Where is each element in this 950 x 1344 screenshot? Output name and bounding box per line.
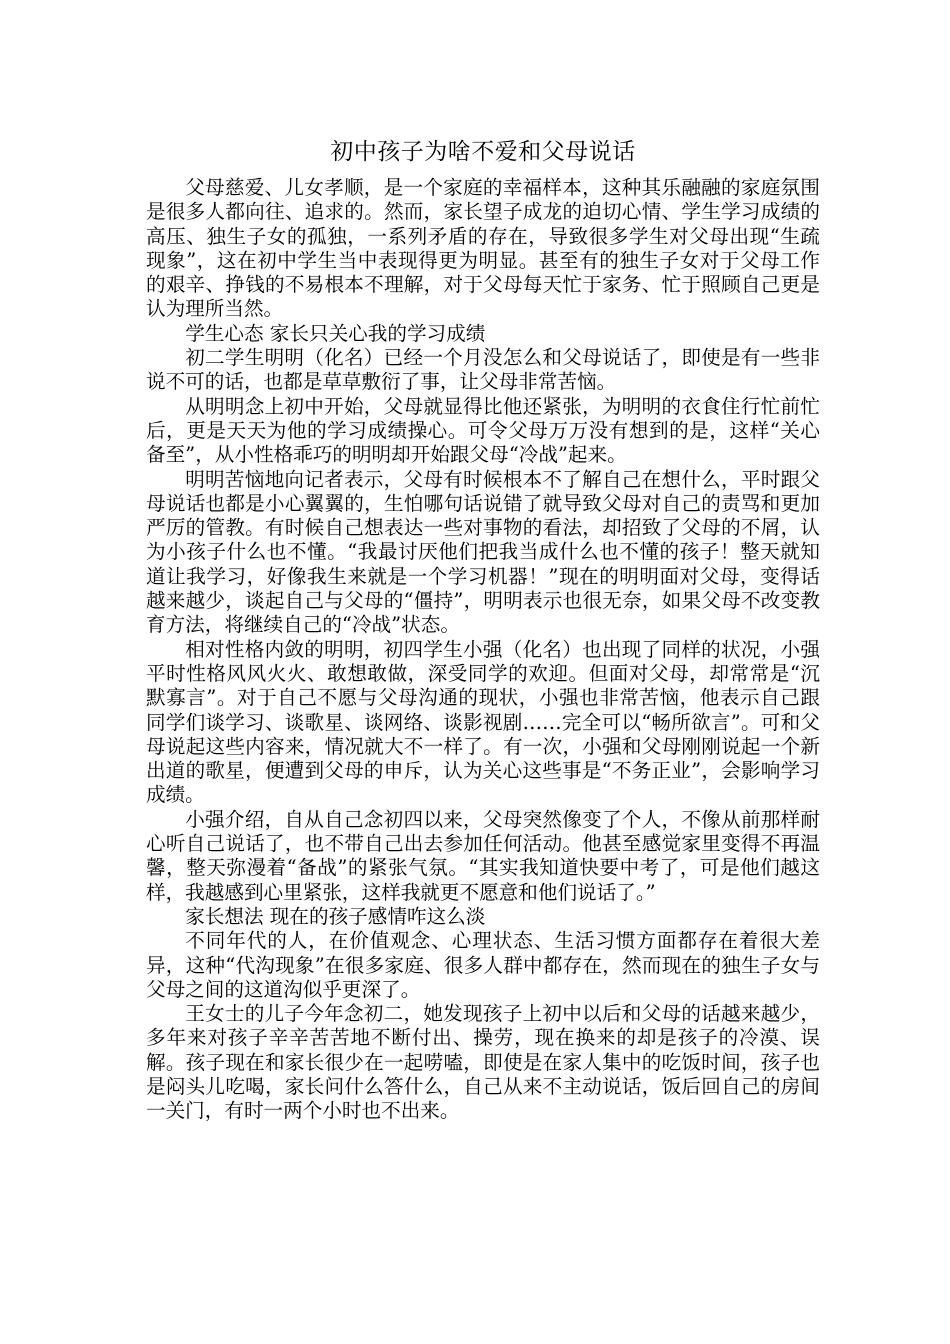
paragraph-intro: 父母慈爱、儿女孝顺，是一个家庭的幸福样本，这种其乐融融的家庭氛围是很多人都向往、追求的。然而，家长望子成龙的迫切心情、学生学习成绩的高压、独生子女的孤独，一系列矛盾的存在，导致很多学生对父母出现“生疏现象”，这在初中学生当中表现得更为明显。甚至有的独生子女对于父母工作的艰辛、挣钱的不易根本不理解，对于父母每天忙于家务、忙于照顾自己更是认为理所当然。 [146, 176, 820, 321]
paragraph: 从明明念上初中开始，父母就显得比他还紧张，为明明的衣食住行忙前忙后，更是天天为他的学习成绩操心。可令父母万万没有想到的是，这样“关心备至”，从小性格乖巧的明明却开始跟父母“冷战”起来。 [146, 394, 820, 467]
paragraph: 初二学生明明（化名）已经一个月没怎么和父母说话了，即使是有一些非说不可的话，也都是草草敷衍了事，让父母非常苦恼。 [146, 346, 820, 394]
paragraph: 相对性格内敛的明明，初四学生小强（化名）也出现了同样的状况，小强平时性格风风火火、敢想敢做，深受同学的欢迎。但面对父母，却常常是“沉默寡言”。对于自己不愿与父母沟通的现状，小强也非常苦恼，他表示自己跟同学们谈学习、谈歌星、谈网络、谈影视剧……完全可以“畅所欲言”。可和父母说起这些内容来，情况就大不一样了。有一次，小强和父母刚刚说起一个新出道的歌星，便遭到父母的申斥，认为关心这些事是“不务正业”，会影响学习成绩。 [146, 637, 820, 807]
document-page [146, 134, 820, 1124]
document-title: 初中孩子为啥不爱和父母说话 [330, 139, 636, 165]
section-heading-parent: 家长想法 现在的孩子感情咋这么淡 [185, 904, 486, 928]
paragraph: 王女士的儿子今年念初二，她发现孩子上初中以后和父母的话越来越少，多年来对孩子辛辛苦苦地不断付出、操劳，现在换来的却是孩子的冷漠、误解。孩子现在和家长很少在一起唠嗑，即使是在家人集中的吃饭时间，孩子也是闷头儿吃喝，家长问什么答什么，自己从来不主动说话，饭后回自己的房间一关门，有时一两个小时也不出来。 [146, 1002, 820, 1123]
paragraph: 小强介绍，自从自己念初四以来，父母突然像变了个人，不像从前那样耐心听自己说话了，也不带自己出去参加任何活动。他甚至感觉家里变得不再温馨，整天弥漫着“备战”的紧张气氛。“其实我知道快要中考了，可是他们越这样，我越感到心里紧张，这样我就更不愿意和他们说话了。” [146, 807, 820, 904]
paragraph: 明明苦恼地向记者表示，父母有时候根本不了解自己在想什么，平时跟父母说话也都是小心翼翼的，生怕哪句话说错了就导致父母对自己的责骂和更加严厉的管教。有时候自己想表达一些对事物的看法，却招致了父母的不屑，认为小孩子什么也不懂。“我最讨厌他们把我当成什么也不懂的孩子！整天就知道让我学习，好像我生来就是一个学习机器！”现在的明明面对父母，变得话越来越少，谈起自己与父母的“僵持”，明明表示也很无奈，如果父母不改变教育方法，将继续自己的“冷战”状态。 [146, 467, 820, 637]
paragraph: 不同年代的人，在价值观念、心理状态、生活习惯方面都存在着很大差异，这种“代沟现象”在很多家庭、很多人群中都存在，然而现在的独生子女与父母之间的这道沟似乎更深了。 [146, 929, 820, 1001]
document-body [146, 176, 820, 1124]
section-heading-student: 学生心态 家长只关心我的学习成绩 [185, 321, 486, 345]
